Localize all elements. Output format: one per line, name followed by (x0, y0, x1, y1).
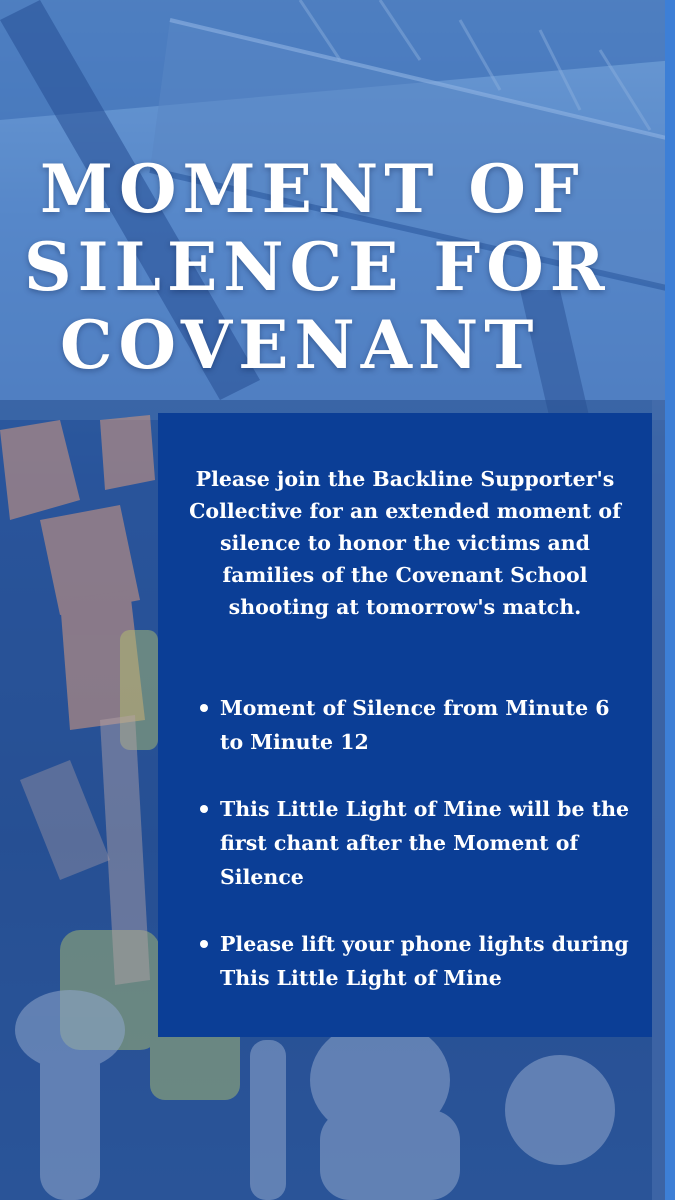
bullet-item-first-chant: This Little Light of Mine will be the first chant after the Moment of Silence (200, 792, 634, 894)
info-card (158, 413, 652, 1037)
bullet-item-phone-lights: Please lift your phone lights during This Little Light of Mine (200, 927, 634, 995)
title-line-1: MOMENT OF (40, 150, 585, 228)
bullet-item-minutes: Moment of Silence from Minute 6 to Minute 12 (200, 691, 634, 759)
intro-paragraph: Please join the Backline Supporter's Collective for an extended moment of silence to honor the victims and families of the Covenant School shooting at tomorrow's match. (189, 467, 621, 619)
bullet-list (176, 691, 634, 995)
title-line-3: COVENANT (60, 306, 540, 384)
title-line-2: SILENCE FOR (24, 228, 611, 306)
poster-title (20, 150, 620, 384)
